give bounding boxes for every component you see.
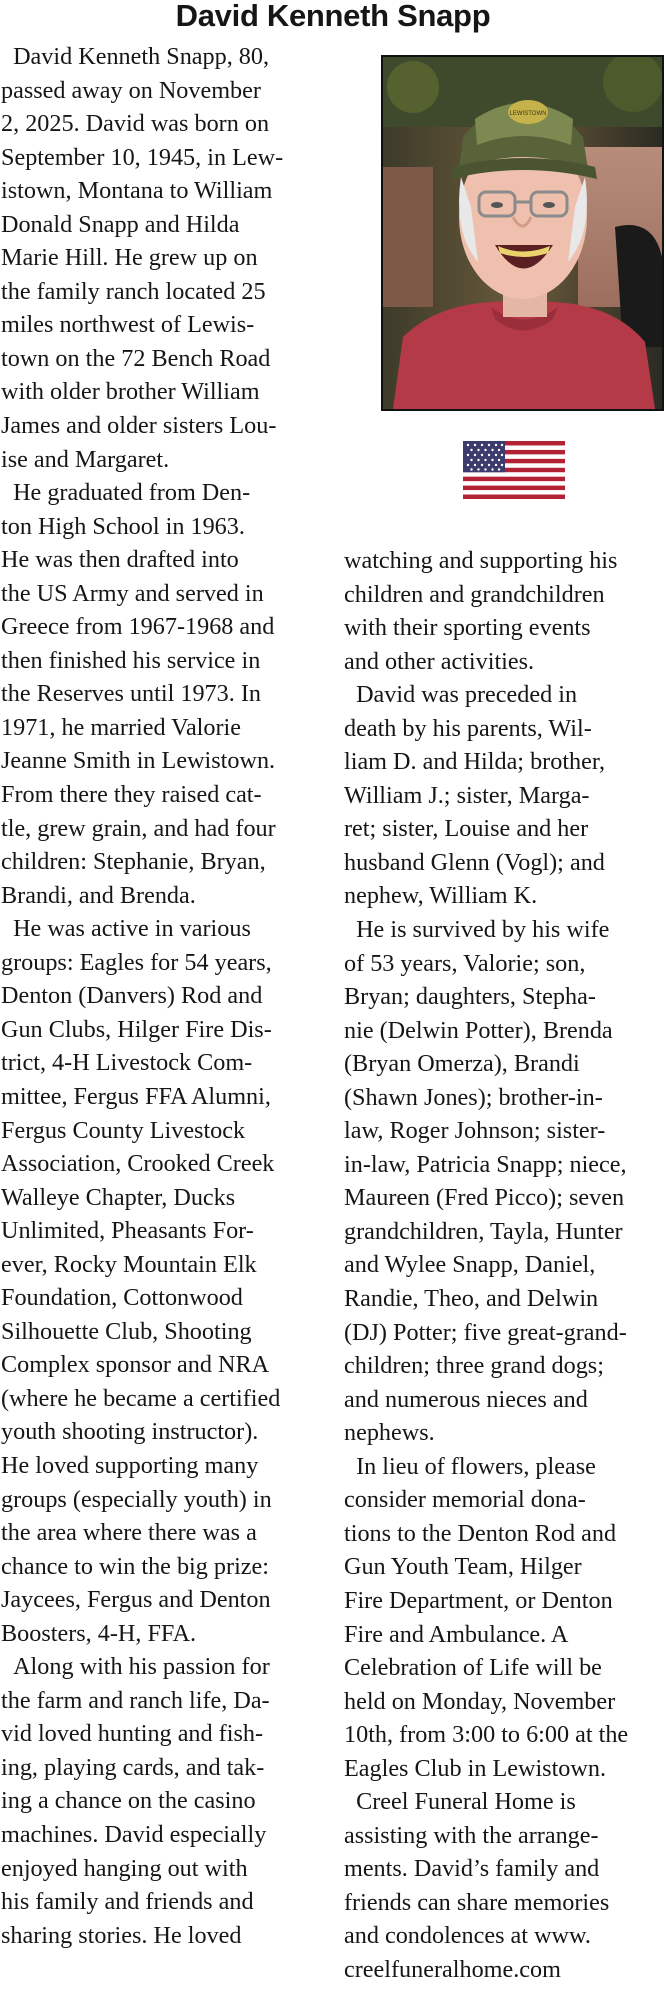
- text-line: death by his parents, Wil-: [344, 714, 592, 742]
- text-line: Creel Funeral Home is: [344, 1788, 576, 1816]
- text-line: ton High School in 1963.: [1, 512, 245, 540]
- text-line: From there they raised cat-: [1, 781, 262, 809]
- text-line: law, Roger Johnson; sister-: [344, 1117, 606, 1145]
- text-line: Marie Hill. He grew up on: [1, 244, 258, 272]
- text-line: ing, playing cards, and tak-: [1, 1753, 265, 1781]
- text-line: (DJ) Potter; five great-grand-: [344, 1318, 627, 1346]
- text-line: miles northwest of Lewis-: [1, 311, 255, 339]
- text-line: (where he became a certified: [1, 1384, 281, 1412]
- text-line: Randie, Theo, and Delwin: [344, 1285, 599, 1313]
- text-line: watching and supporting his: [344, 547, 618, 574]
- obituary-right-column: [344, 544, 664, 1987]
- text-line: Fergus County Livestock: [1, 1116, 246, 1144]
- text-line: ret; sister, Louise and her: [344, 815, 589, 843]
- cap-patch-text: LEWISTOWN: [509, 111, 547, 117]
- text-line: children: Stephanie, Bryan,: [1, 848, 266, 876]
- text-line: assisting with the arrange-: [344, 1821, 599, 1849]
- text-line: He is survived by his wife: [344, 916, 610, 944]
- text-line: Along with his passion for: [1, 1653, 270, 1681]
- text-line: with their sporting events: [344, 614, 591, 642]
- portrait-illustration: [383, 57, 662, 409]
- text-line: David Kenneth Snapp, 80,: [1, 43, 270, 70]
- text-line: the Reserves until 1973. In: [1, 680, 261, 708]
- text-line: tions to the Denton Rod and: [344, 1519, 617, 1547]
- text-line: ever, Rocky Mountain Elk: [1, 1250, 257, 1278]
- text-line: liam D. and Hilda; brother,: [344, 748, 605, 776]
- text-line: Gun Clubs, Hilger Fire Dis-: [1, 1015, 272, 1043]
- text-line: Association, Crooked Creek: [1, 1150, 275, 1178]
- text-line: 2, 2025. David was born on: [1, 110, 270, 138]
- text-line: the farm and ranch life, Da-: [1, 1686, 270, 1714]
- text-line: the US Army and served in: [1, 579, 264, 607]
- text-line: Jaycees, Fergus and Denton: [1, 1586, 271, 1614]
- text-line: Eagles Club in Lewistown.: [344, 1754, 606, 1782]
- text-line: September 10, 1945, in Lew-: [1, 143, 284, 171]
- text-line: chance to win the big prize:: [1, 1552, 269, 1580]
- text-line: ments. David’s family and: [344, 1855, 600, 1883]
- text-line: husband Glenn (Vogl); and: [344, 848, 605, 876]
- text-line: Silhouette Club, Shooting: [1, 1317, 252, 1345]
- text-line: mittee, Fergus FFA Alumni,: [1, 1082, 271, 1110]
- text-line: Fire and Ambulance. A: [344, 1620, 569, 1648]
- text-line: then finished his service in: [1, 646, 261, 674]
- portrait-photo: [381, 55, 664, 411]
- text-line: James and older sisters Lou-: [1, 412, 277, 440]
- text-line: enjoyed hanging out with: [1, 1854, 248, 1882]
- text-line: Bryan; daughters, Stepha-: [344, 983, 596, 1011]
- text-line: groups: Eagles for 54 years,: [1, 948, 272, 976]
- text-line: and Wylee Snapp, Daniel,: [344, 1251, 596, 1279]
- text-line: tle, grew grain, and had four: [1, 814, 276, 842]
- text-line: (Bryan Omerza), Brandi: [344, 1050, 580, 1078]
- text-line: children and grandchildren: [344, 580, 605, 608]
- text-line: children; three grand dogs;: [344, 1352, 604, 1380]
- text-line: town on the 72 Bench Road: [1, 344, 271, 372]
- text-line: nie (Delwin Potter), Brenda: [344, 1016, 613, 1044]
- text-line: ise and Margaret.: [1, 445, 170, 473]
- text-line: nephews.: [344, 1419, 435, 1447]
- text-line: (Shawn Jones); brother-in-: [344, 1083, 603, 1111]
- text-line: held on Monday, November: [344, 1687, 616, 1715]
- text-line: 1971, he married Valorie: [1, 713, 242, 741]
- text-line: vid loved hunting and fish-: [1, 1720, 263, 1748]
- text-line: Complex sponsor and NRA: [1, 1351, 270, 1379]
- text-line: He was active in various: [1, 915, 251, 943]
- text-line: and condolences at www.: [344, 1922, 591, 1950]
- text-line: Gun Youth Team, Hilger: [344, 1553, 582, 1581]
- text-line: Unlimited, Pheasants For-: [1, 1217, 254, 1245]
- text-line: the area where there was a: [1, 1519, 257, 1547]
- obituary-left-column: [1, 40, 321, 1952]
- us-flag-icon: [463, 441, 565, 499]
- text-line: He loved supporting many: [1, 1451, 259, 1479]
- text-line: and numerous nieces and: [344, 1385, 588, 1413]
- text-line: sharing stories. He loved: [1, 1921, 242, 1949]
- text-line: Brandi, and Brenda.: [1, 881, 196, 909]
- text-line: his family and friends and: [1, 1888, 254, 1916]
- text-line: the family ranch located 25: [1, 277, 266, 305]
- text-line: Boosters, 4-H, FFA.: [1, 1619, 197, 1647]
- text-line: in-law, Patricia Snapp; niece,: [344, 1150, 627, 1178]
- text-line: consider memorial dona-: [344, 1486, 586, 1514]
- text-line: youth shooting instructor).: [1, 1418, 259, 1446]
- text-line: Jeanne Smith in Lewistown.: [1, 747, 276, 775]
- text-line: David was preceded in: [344, 681, 578, 709]
- text-line: In lieu of flowers, please: [344, 1452, 596, 1480]
- text-line: Donald Snapp and Hilda: [1, 210, 240, 238]
- text-line: groups (especially youth) in: [1, 1485, 272, 1513]
- text-line: ing a chance on the casino: [1, 1787, 256, 1815]
- text-line: istown, Montana to William: [1, 177, 273, 205]
- text-line: friends can share memories: [344, 1888, 610, 1916]
- us-flag-graphic: [463, 441, 565, 499]
- text-line: Celebration of Life will be: [344, 1654, 602, 1682]
- text-line: Walleye Chapter, Ducks: [1, 1183, 236, 1211]
- text-line: passed away on November: [1, 76, 261, 104]
- text-line: grandchildren, Tayla, Hunter: [344, 1217, 623, 1245]
- text-line: William J.; sister, Marga-: [344, 781, 590, 809]
- text-line: nephew, William K.: [344, 882, 538, 910]
- text-line: machines. David especially: [1, 1820, 267, 1848]
- text-line: He was then drafted into: [1, 546, 239, 574]
- text-line: creelfuneralhome.com: [344, 1955, 561, 1983]
- text-line: and other activities.: [344, 647, 535, 675]
- text-line: He graduated from Den-: [1, 479, 251, 507]
- text-line: Fire Department, or Denton: [344, 1586, 613, 1614]
- text-line: with older brother William: [1, 378, 260, 406]
- obituary-title: David Kenneth Snapp: [175, 0, 491, 33]
- text-line: 10th, from 3:00 to 6:00 at the: [344, 1721, 629, 1749]
- text-line: Denton (Danvers) Rod and: [1, 982, 263, 1010]
- text-line: trict, 4-H Livestock Com-: [1, 1049, 253, 1077]
- text-line: Foundation, Cottonwood: [1, 1284, 243, 1312]
- text-line: Greece from 1967-1968 and: [1, 613, 275, 641]
- text-line: Maureen (Fred Picco); seven: [344, 1184, 625, 1212]
- text-line: of 53 years, Valorie; son,: [344, 949, 586, 977]
